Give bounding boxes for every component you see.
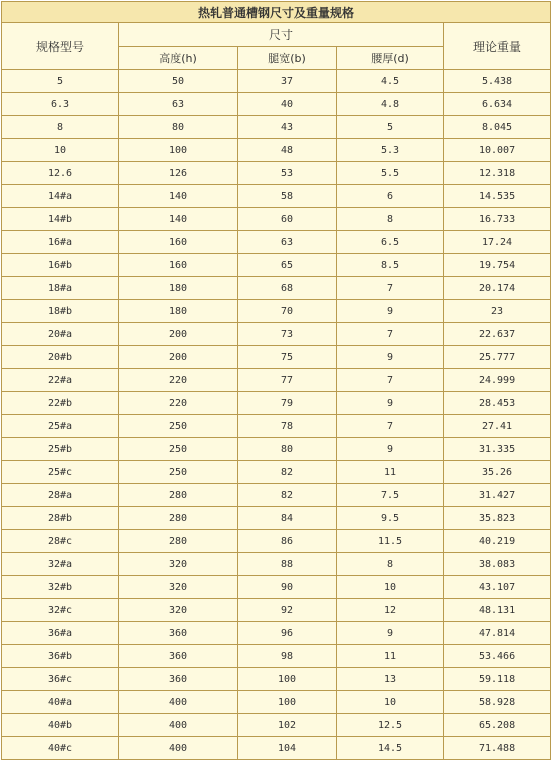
cell-spec: 10 (2, 139, 119, 162)
table-row (2, 277, 551, 300)
cell-weight: 20.174 (444, 277, 551, 300)
cell-weight: 35.823 (444, 507, 551, 530)
cell-height: 50 (119, 70, 238, 93)
cell-height: 360 (119, 668, 238, 691)
cell-height: 200 (119, 346, 238, 369)
cell-weight: 35.26 (444, 461, 551, 484)
cell-spec: 36#c (2, 668, 119, 691)
table-row (2, 162, 551, 185)
table-row (2, 369, 551, 392)
table-title: 热轧普通槽钢尺寸及重量规格 (2, 2, 551, 23)
cell-weight: 31.335 (444, 438, 551, 461)
cell-spec: 16#a (2, 231, 119, 254)
cell-spec: 5 (2, 70, 119, 93)
cell-waist-thickness: 9 (337, 438, 444, 461)
cell-waist-thickness: 5.5 (337, 162, 444, 185)
cell-leg-width: 100 (238, 668, 337, 691)
table-row (2, 622, 551, 645)
table-row (2, 507, 551, 530)
cell-leg-width: 77 (238, 369, 337, 392)
cell-weight: 5.438 (444, 70, 551, 93)
table-row (2, 208, 551, 231)
cell-weight: 22.637 (444, 323, 551, 346)
cell-weight: 65.208 (444, 714, 551, 737)
table-row (2, 576, 551, 599)
cell-weight: 53.466 (444, 645, 551, 668)
cell-spec: 40#a (2, 691, 119, 714)
cell-leg-width: 84 (238, 507, 337, 530)
cell-spec: 25#a (2, 415, 119, 438)
cell-spec: 12.6 (2, 162, 119, 185)
header-row-1 (2, 23, 551, 47)
cell-height: 140 (119, 185, 238, 208)
table-row (2, 323, 551, 346)
header-waist-thickness: 腰厚(d) (337, 47, 444, 70)
cell-weight: 14.535 (444, 185, 551, 208)
table-row (2, 70, 551, 93)
table-row (2, 346, 551, 369)
cell-weight: 40.219 (444, 530, 551, 553)
cell-leg-width: 98 (238, 645, 337, 668)
cell-spec: 20#b (2, 346, 119, 369)
cell-height: 200 (119, 323, 238, 346)
cell-weight: 23 (444, 300, 551, 323)
header-leg-width: 腿宽(b) (238, 47, 337, 70)
cell-leg-width: 53 (238, 162, 337, 185)
cell-spec: 6.3 (2, 93, 119, 116)
cell-waist-thickness: 9.5 (337, 507, 444, 530)
cell-leg-width: 78 (238, 415, 337, 438)
cell-height: 160 (119, 231, 238, 254)
cell-height: 360 (119, 622, 238, 645)
cell-waist-thickness: 6 (337, 185, 444, 208)
cell-spec: 20#a (2, 323, 119, 346)
cell-leg-width: 88 (238, 553, 337, 576)
cell-weight: 28.453 (444, 392, 551, 415)
header-weight: 理论重量 (444, 23, 551, 70)
cell-weight: 31.427 (444, 484, 551, 507)
cell-leg-width: 68 (238, 277, 337, 300)
table-row (2, 599, 551, 622)
cell-spec: 16#b (2, 254, 119, 277)
table-row (2, 185, 551, 208)
cell-spec: 25#b (2, 438, 119, 461)
cell-spec: 32#b (2, 576, 119, 599)
cell-leg-width: 43 (238, 116, 337, 139)
cell-waist-thickness: 14.5 (337, 737, 444, 760)
cell-weight: 43.107 (444, 576, 551, 599)
title-row (2, 2, 551, 23)
header-height: 高度(h) (119, 47, 238, 70)
cell-waist-thickness: 12.5 (337, 714, 444, 737)
cell-spec: 22#b (2, 392, 119, 415)
cell-weight: 27.41 (444, 415, 551, 438)
table-row (2, 392, 551, 415)
cell-height: 400 (119, 737, 238, 760)
cell-leg-width: 79 (238, 392, 337, 415)
cell-height: 360 (119, 645, 238, 668)
cell-waist-thickness: 11.5 (337, 530, 444, 553)
cell-spec: 8 (2, 116, 119, 139)
cell-spec: 36#b (2, 645, 119, 668)
cell-height: 220 (119, 392, 238, 415)
cell-waist-thickness: 4.8 (337, 93, 444, 116)
table-row (2, 116, 551, 139)
table-row (2, 484, 551, 507)
cell-leg-width: 104 (238, 737, 337, 760)
cell-waist-thickness: 4.5 (337, 70, 444, 93)
cell-height: 320 (119, 599, 238, 622)
cell-weight: 19.754 (444, 254, 551, 277)
cell-spec: 32#a (2, 553, 119, 576)
table-row (2, 438, 551, 461)
cell-height: 180 (119, 300, 238, 323)
header-spec: 规格型号 (2, 23, 119, 70)
cell-leg-width: 102 (238, 714, 337, 737)
cell-height: 63 (119, 93, 238, 116)
cell-waist-thickness: 5.3 (337, 139, 444, 162)
cell-leg-width: 58 (238, 185, 337, 208)
table-row (2, 415, 551, 438)
cell-weight: 48.131 (444, 599, 551, 622)
cell-leg-width: 65 (238, 254, 337, 277)
cell-leg-width: 60 (238, 208, 337, 231)
cell-spec: 14#b (2, 208, 119, 231)
cell-leg-width: 40 (238, 93, 337, 116)
cell-waist-thickness: 5 (337, 116, 444, 139)
cell-weight: 25.777 (444, 346, 551, 369)
cell-waist-thickness: 12 (337, 599, 444, 622)
table-row (2, 668, 551, 691)
cell-leg-width: 73 (238, 323, 337, 346)
cell-height: 80 (119, 116, 238, 139)
cell-weight: 10.007 (444, 139, 551, 162)
cell-leg-width: 82 (238, 461, 337, 484)
cell-waist-thickness: 7 (337, 415, 444, 438)
cell-leg-width: 70 (238, 300, 337, 323)
cell-waist-thickness: 11 (337, 461, 444, 484)
cell-leg-width: 75 (238, 346, 337, 369)
cell-waist-thickness: 10 (337, 576, 444, 599)
cell-height: 180 (119, 277, 238, 300)
cell-leg-width: 92 (238, 599, 337, 622)
cell-waist-thickness: 11 (337, 645, 444, 668)
cell-weight: 71.488 (444, 737, 551, 760)
cell-waist-thickness: 7 (337, 277, 444, 300)
cell-height: 280 (119, 484, 238, 507)
table-row (2, 553, 551, 576)
cell-height: 140 (119, 208, 238, 231)
cell-leg-width: 90 (238, 576, 337, 599)
cell-height: 320 (119, 553, 238, 576)
cell-height: 320 (119, 576, 238, 599)
cell-weight: 38.083 (444, 553, 551, 576)
cell-height: 280 (119, 530, 238, 553)
cell-waist-thickness: 7 (337, 323, 444, 346)
cell-waist-thickness: 8.5 (337, 254, 444, 277)
table-row (2, 254, 551, 277)
cell-weight: 24.999 (444, 369, 551, 392)
cell-waist-thickness: 8 (337, 553, 444, 576)
cell-weight: 12.318 (444, 162, 551, 185)
cell-spec: 18#b (2, 300, 119, 323)
cell-waist-thickness: 9 (337, 346, 444, 369)
cell-spec: 14#a (2, 185, 119, 208)
cell-height: 400 (119, 714, 238, 737)
cell-spec: 25#c (2, 461, 119, 484)
table-row (2, 645, 551, 668)
cell-waist-thickness: 9 (337, 300, 444, 323)
cell-waist-thickness: 13 (337, 668, 444, 691)
cell-height: 220 (119, 369, 238, 392)
cell-weight: 47.814 (444, 622, 551, 645)
cell-weight: 17.24 (444, 231, 551, 254)
cell-waist-thickness: 9 (337, 392, 444, 415)
cell-leg-width: 96 (238, 622, 337, 645)
cell-leg-width: 37 (238, 70, 337, 93)
table-row (2, 691, 551, 714)
cell-height: 126 (119, 162, 238, 185)
table-row (2, 737, 551, 760)
cell-weight: 58.928 (444, 691, 551, 714)
cell-waist-thickness: 7 (337, 369, 444, 392)
table-row (2, 231, 551, 254)
cell-height: 280 (119, 507, 238, 530)
cell-leg-width: 82 (238, 484, 337, 507)
cell-spec: 18#a (2, 277, 119, 300)
cell-waist-thickness: 6.5 (337, 231, 444, 254)
cell-height: 400 (119, 691, 238, 714)
cell-leg-width: 63 (238, 231, 337, 254)
cell-waist-thickness: 9 (337, 622, 444, 645)
cell-leg-width: 86 (238, 530, 337, 553)
cell-spec: 32#c (2, 599, 119, 622)
table-row (2, 139, 551, 162)
cell-weight: 6.634 (444, 93, 551, 116)
cell-spec: 36#a (2, 622, 119, 645)
cell-waist-thickness: 8 (337, 208, 444, 231)
cell-spec: 40#c (2, 737, 119, 760)
cell-spec: 28#c (2, 530, 119, 553)
cell-height: 100 (119, 139, 238, 162)
cell-spec: 40#b (2, 714, 119, 737)
table-row (2, 714, 551, 737)
cell-height: 250 (119, 415, 238, 438)
cell-spec: 28#b (2, 507, 119, 530)
table-row (2, 93, 551, 116)
table-row (2, 461, 551, 484)
table-row (2, 300, 551, 323)
cell-height: 250 (119, 461, 238, 484)
cell-weight: 8.045 (444, 116, 551, 139)
cell-leg-width: 100 (238, 691, 337, 714)
header-dimensions: 尺寸 (119, 23, 444, 47)
cell-height: 160 (119, 254, 238, 277)
channel-steel-spec-table (1, 1, 551, 760)
cell-spec: 22#a (2, 369, 119, 392)
cell-waist-thickness: 7.5 (337, 484, 444, 507)
cell-leg-width: 48 (238, 139, 337, 162)
cell-height: 250 (119, 438, 238, 461)
cell-leg-width: 80 (238, 438, 337, 461)
cell-waist-thickness: 10 (337, 691, 444, 714)
table-body (2, 2, 551, 760)
cell-weight: 16.733 (444, 208, 551, 231)
cell-spec: 28#a (2, 484, 119, 507)
table-row (2, 530, 551, 553)
cell-weight: 59.118 (444, 668, 551, 691)
